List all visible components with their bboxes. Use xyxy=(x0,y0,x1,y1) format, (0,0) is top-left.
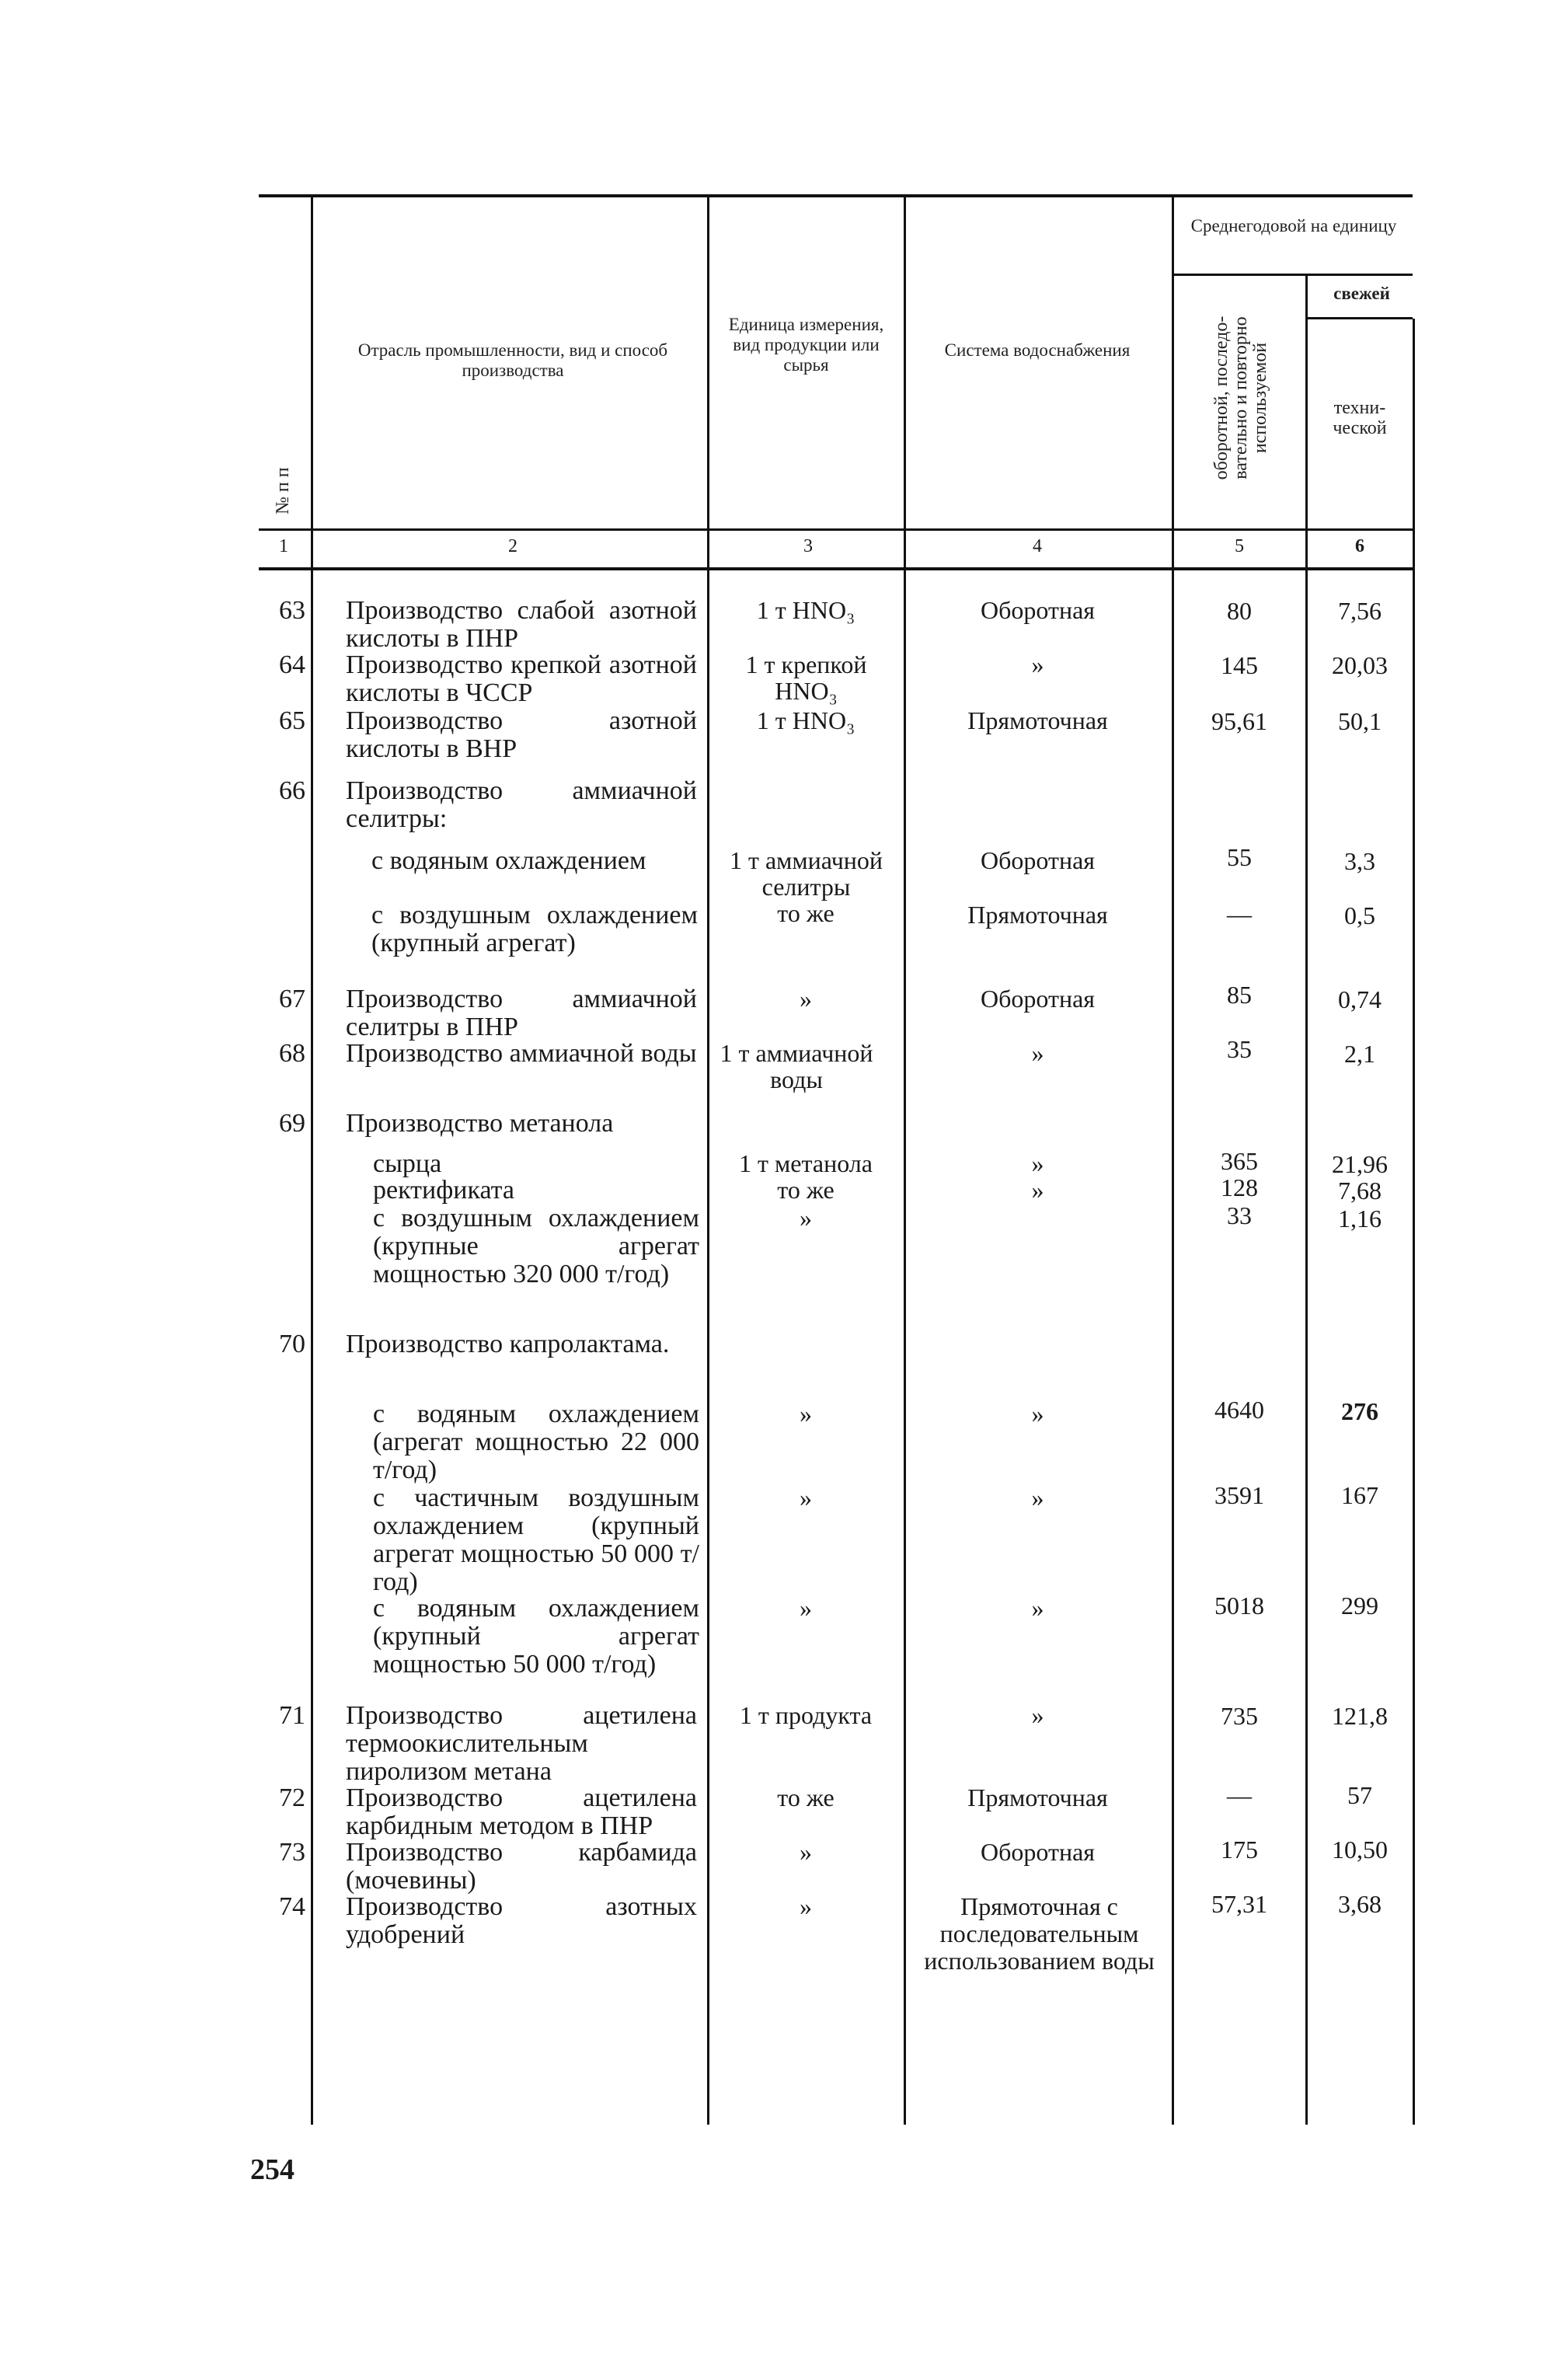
row-69a-name: сырца xyxy=(373,1149,442,1178)
row-72-no: 72 xyxy=(279,1783,305,1812)
row-66a-v5: 55 xyxy=(1227,843,1252,871)
header-col4: Система водоснабжения xyxy=(944,340,1131,360)
row-66-no: 66 xyxy=(279,776,305,805)
row-69a-unit: 1 т метанола xyxy=(739,1149,873,1177)
col-rule-1 xyxy=(311,197,313,2125)
row-72-unit: то же xyxy=(777,1783,835,1811)
row-74-unit: » xyxy=(800,1892,812,1920)
header-fresh: свежей xyxy=(1333,284,1390,303)
row-69c-name: с воздушным охлаждением (крупные агрегат мощностью 320 000 т/год) xyxy=(373,1204,699,1288)
header-group: Среднегодовой на единицу xyxy=(1190,216,1397,235)
col-rule-4 xyxy=(1172,197,1174,2125)
row-72-system: Прямоточная xyxy=(967,1783,1108,1811)
row-69a-system: » xyxy=(1031,1149,1044,1177)
row-70c-v5: 5018 xyxy=(1214,1592,1264,1620)
row-73-unit: » xyxy=(800,1838,812,1866)
row-66a-v6: 3,3 xyxy=(1344,847,1375,875)
row-68-v6: 2,1 xyxy=(1344,1040,1375,1068)
row-73-no: 73 xyxy=(279,1838,305,1867)
row-65-v5: 95,61 xyxy=(1211,707,1267,735)
row-70b-system: » xyxy=(1031,1484,1044,1511)
row-71-v6: 121,8 xyxy=(1332,1702,1388,1730)
row-65-v6: 50,1 xyxy=(1338,707,1382,735)
row-73-name: Производство карбамида (мочевины) xyxy=(346,1838,697,1895)
row-70c-name: с водяным охлаждением (крупный агрегат мощностью 50 000 т/год) xyxy=(373,1594,699,1679)
row-72-name: Производство ацетилена карбидным методом в ПНР xyxy=(346,1783,697,1840)
row-68-system: » xyxy=(1031,1039,1044,1067)
header-col6: техни-ческой xyxy=(1333,398,1387,438)
row-69-no: 69 xyxy=(279,1109,305,1138)
row-64-unit: 1 т крепкой HNO₃ xyxy=(745,650,867,705)
row-68-unit: 1 т аммиачной воды xyxy=(720,1039,873,1093)
row-65-system: Прямоточная xyxy=(967,706,1108,734)
row-70-no: 70 xyxy=(279,1330,305,1358)
row-66b-system: Прямоточная xyxy=(967,901,1108,929)
row-71-unit: 1 т продукта xyxy=(739,1701,873,1729)
row-67-no: 67 xyxy=(279,985,305,1013)
row-63-v5: 80 xyxy=(1227,597,1252,625)
row-69a-v6: 21,96 xyxy=(1332,1150,1388,1178)
table-top-rule xyxy=(259,194,1413,197)
row-64-no: 64 xyxy=(279,650,305,679)
row-66b-v5: — xyxy=(1227,900,1252,928)
row-69b-system: » xyxy=(1031,1176,1044,1204)
header-col3: Единица измерения, вид продукции или сырья xyxy=(728,315,884,375)
row-69c-v5: 33 xyxy=(1227,1201,1252,1229)
row-70b-name: с частичным воздушным охлаждением (крупный агрегат мощностью 50 000 т/год) xyxy=(373,1484,699,1596)
row-70-name: Производство капролактама. xyxy=(346,1330,670,1358)
row-66b-v6: 0,5 xyxy=(1344,901,1375,929)
row-63-name: Производство слабой азотной кислоты в ПНР xyxy=(346,596,697,653)
row-74-v6: 3,68 xyxy=(1338,1890,1382,1918)
row-66a-system: Оборотная xyxy=(981,846,1095,874)
header-bottom-rule xyxy=(259,528,1413,531)
row-67-unit: » xyxy=(800,985,812,1013)
header-col5 xyxy=(1212,281,1270,514)
colnum-6: 6 xyxy=(1355,536,1364,556)
row-64-name: Производство крепкой азотной кислоты в ЧССР xyxy=(346,650,697,707)
row-67-v5: 85 xyxy=(1227,981,1252,1009)
row-70a-system: » xyxy=(1031,1400,1044,1428)
row-63-unit: 1 т HNO₃ xyxy=(756,596,855,624)
colnum-4: 4 xyxy=(1033,536,1042,556)
row-69c-unit: » xyxy=(800,1204,812,1232)
colnum-2: 2 xyxy=(508,536,517,556)
colnum-bottom-rule xyxy=(259,567,1413,570)
row-70a-unit: » xyxy=(800,1400,812,1428)
row-68-name: Производство аммиачной воды xyxy=(346,1039,697,1068)
row-74-system: Прямоточная с последовательным использованием воды xyxy=(924,1892,1155,1975)
row-73-v6: 10,50 xyxy=(1332,1836,1388,1864)
row-73-v5: 175 xyxy=(1221,1836,1258,1864)
row-69c-v6: 1,16 xyxy=(1338,1205,1382,1233)
row-66a-unit: 1 т аммиачной селитры xyxy=(729,846,883,901)
row-65-unit: 1 т HNO₃ xyxy=(756,706,855,734)
fresh-header-rule xyxy=(1305,317,1413,319)
row-71-system: » xyxy=(1031,1701,1044,1729)
group-header-rule xyxy=(1172,274,1413,276)
row-65-no: 65 xyxy=(279,706,305,735)
row-64-v6: 20,03 xyxy=(1332,651,1388,679)
row-69b-v6: 7,68 xyxy=(1338,1177,1382,1205)
row-71-no: 71 xyxy=(279,1701,305,1730)
colnum-5: 5 xyxy=(1235,536,1244,556)
row-68-no: 68 xyxy=(279,1039,305,1068)
row-74-name: Производство азотных удобрений xyxy=(346,1892,697,1949)
row-69b-unit: то же xyxy=(777,1176,835,1204)
row-70c-unit: » xyxy=(800,1594,812,1622)
row-63-v6: 7,56 xyxy=(1338,597,1382,625)
row-70b-unit: » xyxy=(800,1484,812,1511)
header-col5-text: оборотной, последо-вательно и повторно используемой xyxy=(1211,316,1270,480)
colnum-3: 3 xyxy=(803,536,813,556)
row-70c-system: » xyxy=(1031,1594,1044,1622)
row-69a-v5: 365 xyxy=(1221,1147,1258,1175)
row-71-name: Производство ацетилена термоокислительным пиролизом метана xyxy=(346,1701,697,1786)
row-65-name: Производство азотной кислоты в ВНР xyxy=(346,706,697,763)
row-71-v5: 735 xyxy=(1221,1702,1258,1730)
row-72-v5: — xyxy=(1227,1781,1252,1809)
row-74-no: 74 xyxy=(279,1892,305,1921)
row-70b-v6: 167 xyxy=(1341,1481,1378,1509)
row-66b-unit: то же xyxy=(777,899,835,927)
colnum-1: 1 xyxy=(279,536,288,556)
row-69b-name: ректификата xyxy=(373,1176,515,1205)
row-64-system: » xyxy=(1031,650,1044,678)
row-63-no: 63 xyxy=(279,596,305,625)
row-70a-name: с водяным охлаждением (агрегат мощностью 22 000 т/год) xyxy=(373,1400,699,1484)
row-69b-v5: 128 xyxy=(1221,1173,1258,1201)
row-66a-name: с водяным охлаждением xyxy=(371,846,646,875)
header-col2: Отрасль промышленности, вид и способ производства xyxy=(357,340,668,380)
row-63-system: Оборотная xyxy=(981,596,1095,624)
row-67-name: Производство аммиачной селитры в ПНР xyxy=(346,985,697,1041)
row-73-system: Оборотная xyxy=(981,1838,1095,1866)
row-74-v5: 57,31 xyxy=(1211,1890,1267,1918)
header-col1: № п п xyxy=(273,467,293,514)
row-64-v5: 145 xyxy=(1221,651,1258,679)
row-68-v5: 35 xyxy=(1227,1035,1252,1063)
row-66-name: Производство аммиачной селитры: xyxy=(346,776,697,833)
row-67-system: Оборотная xyxy=(981,985,1095,1013)
row-70a-v5: 4640 xyxy=(1214,1396,1264,1424)
row-67-v6: 0,74 xyxy=(1338,985,1382,1013)
row-70a-v6: 276 xyxy=(1341,1397,1378,1425)
row-70c-v6: 299 xyxy=(1341,1592,1378,1620)
row-66b-name: с воздушным охлаждением (крупный агрегат) xyxy=(371,901,698,957)
row-72-v6: 57 xyxy=(1347,1781,1372,1809)
page-number: 254 xyxy=(250,2153,294,2186)
row-69-name: Производство метанола xyxy=(346,1109,614,1138)
row-70b-v5: 3591 xyxy=(1214,1481,1264,1509)
